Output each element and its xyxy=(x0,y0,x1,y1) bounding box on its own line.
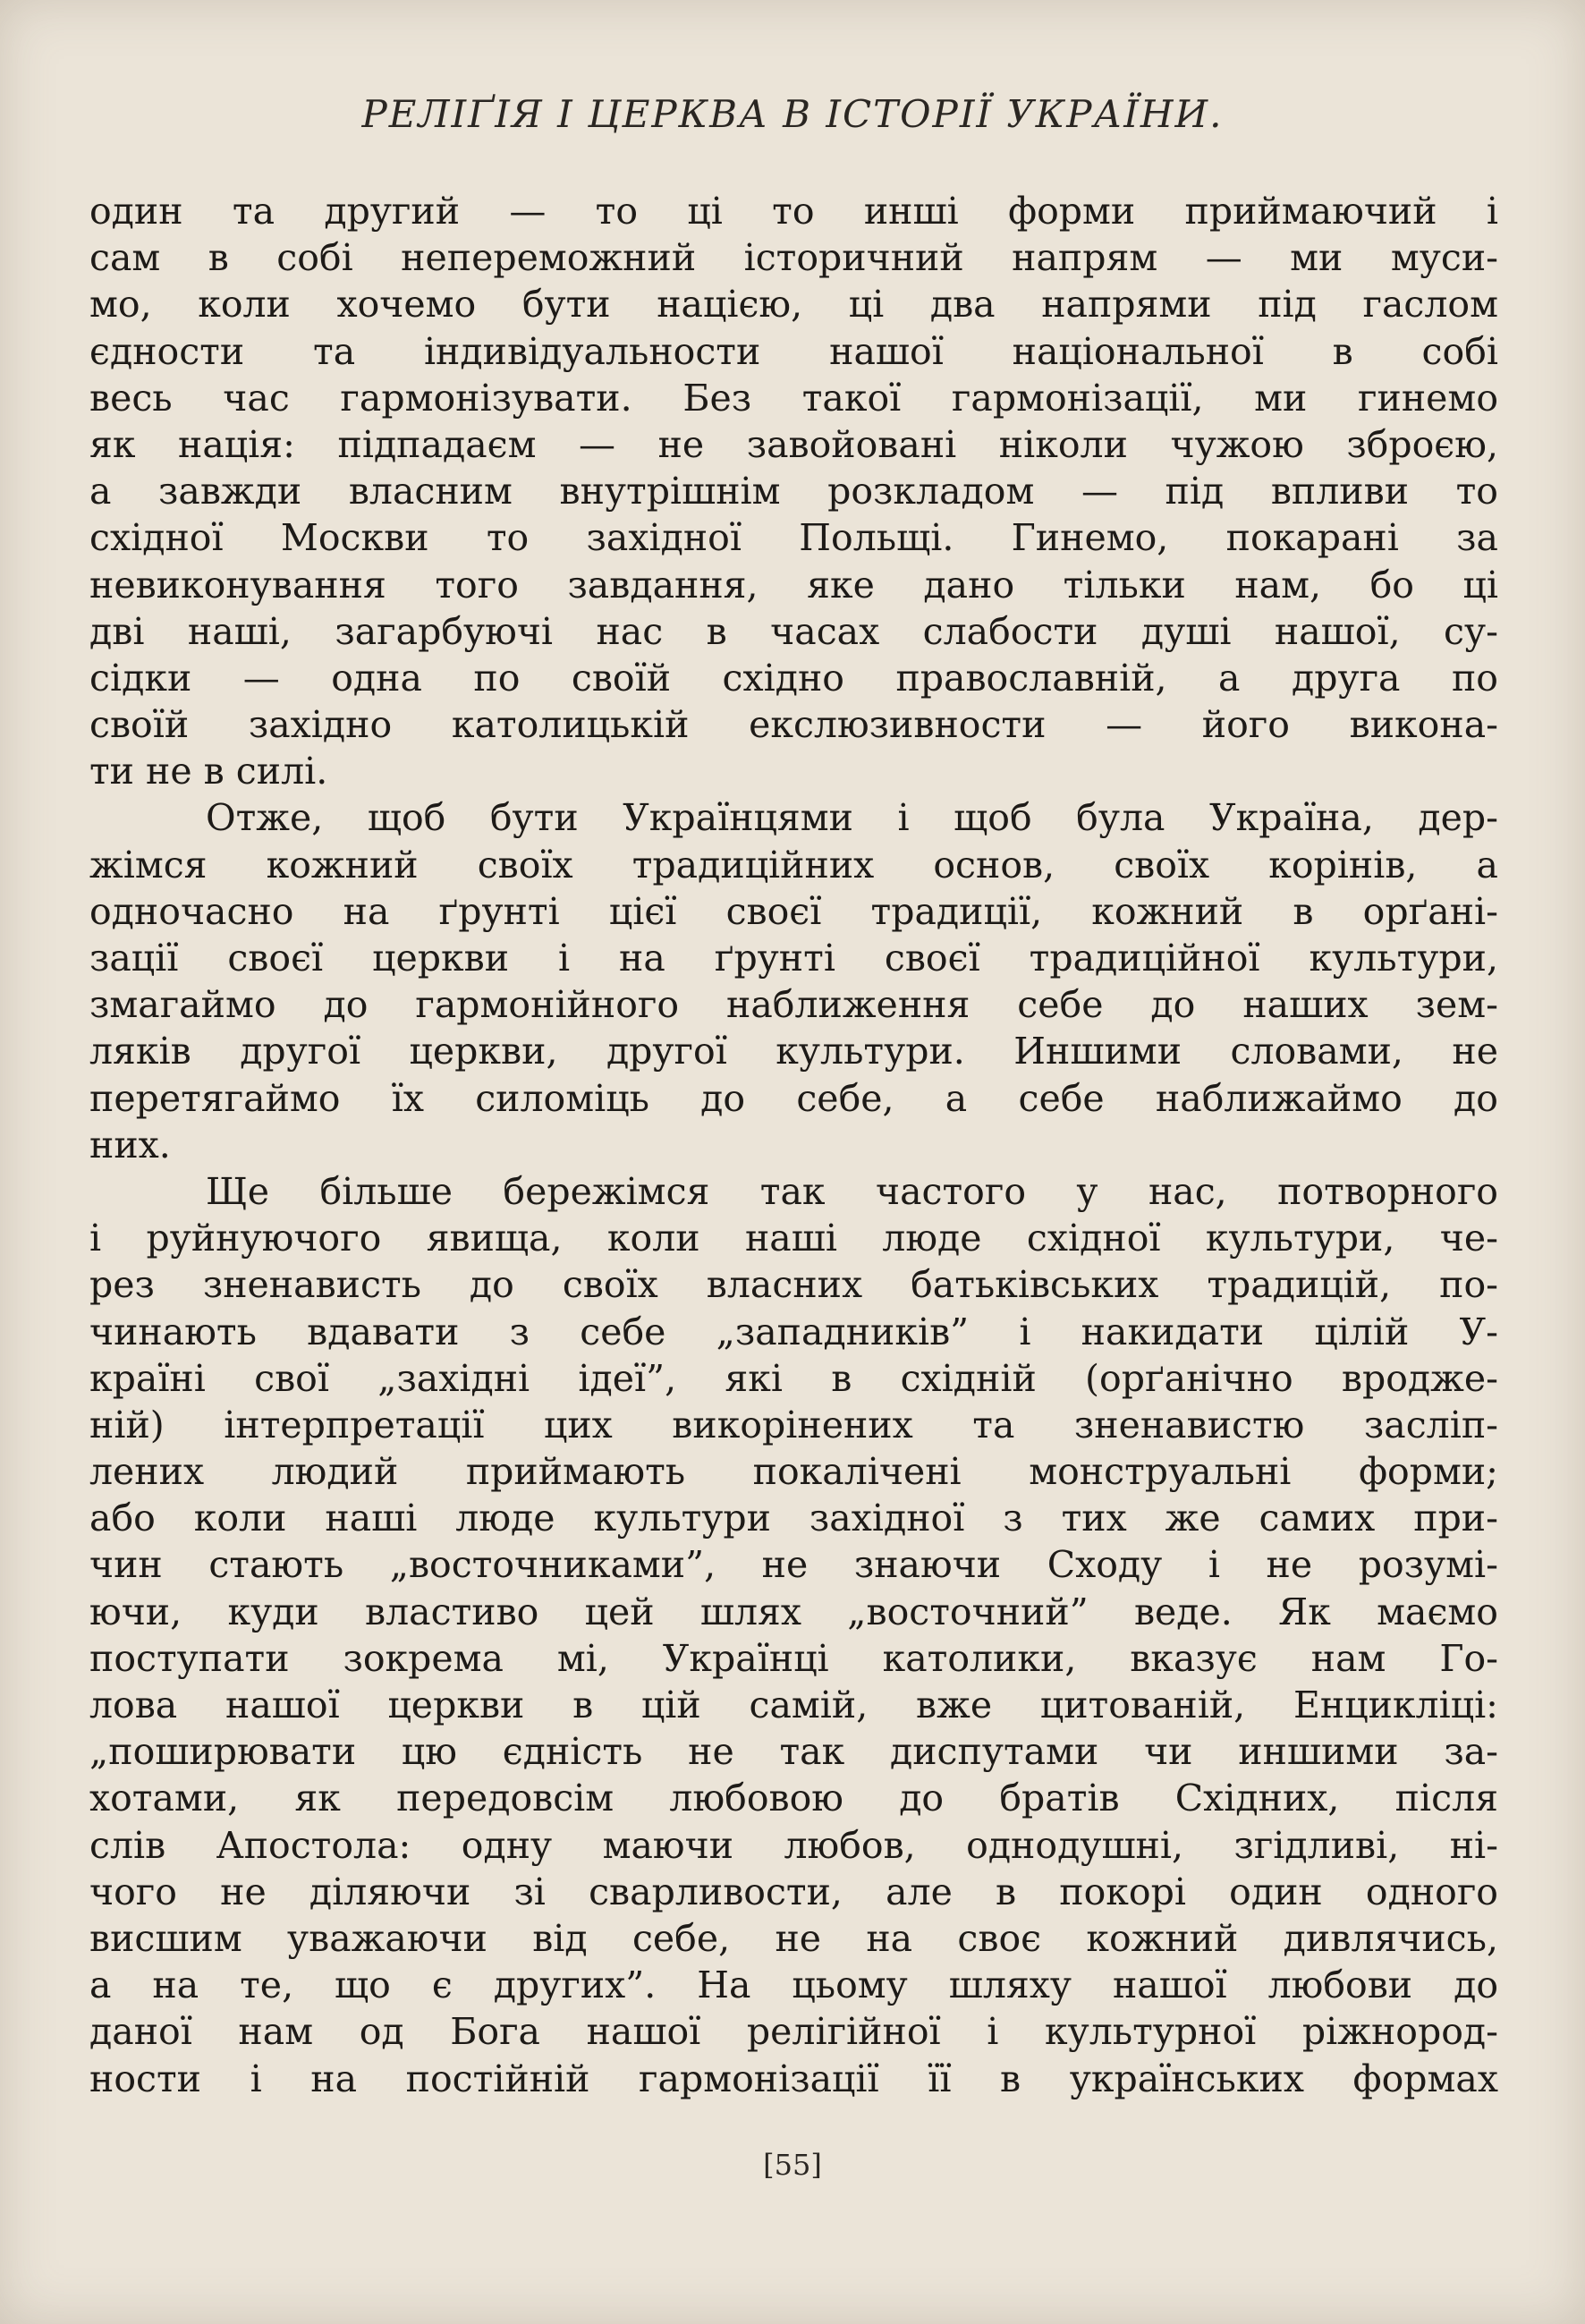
text-line: поступати зокрема мі, Українці католики, вказує нам Го- xyxy=(89,1636,1498,1680)
text-line: а на те, що є других”. На цьому шляху нашої любови до xyxy=(89,1964,1498,2007)
body-text xyxy=(89,188,1498,2102)
text-line: лова нашої церкви в цій самій, вже цитованій, Енцикліці: xyxy=(89,1684,1498,1726)
text-line: або коли наші люде культури західної з тих же самих при- xyxy=(89,1497,1498,1540)
text-line: і руйнуючого явища, коли наші люде східної культури, че- xyxy=(89,1217,1498,1260)
text-line: висшим уважаючи від себе, не на своє кожний дивлячись, xyxy=(89,1916,1498,1960)
page-number: [55] xyxy=(763,2148,822,2182)
text-line: даної нам од Бога нашої релігійної і культурної ріжнород- xyxy=(89,2010,1498,2054)
text-line: один та другий — то ці то инші форми приймаючий і xyxy=(89,190,1498,233)
text-line: невиконування того завдання, яке дано тільки нам, бо ці xyxy=(89,563,1498,606)
text-line: Ще більше бережімся так частого у нас, потворного xyxy=(206,1169,1498,1213)
text-line: сідки — одна по своїй східно православній, а друга по xyxy=(89,656,1498,700)
text-line: мо, коли хочемо бути нацією, ці два напрями під гаслом xyxy=(89,283,1498,327)
text-line: лених людий приймають покалічені монструальні форми; xyxy=(89,1450,1498,1494)
text-line: ючи, куди властиво цей шлях „восточний” веде. Як маємо xyxy=(89,1590,1498,1633)
text-line: одночасно на ґрунті цієї своєї традиції, кожний в орґані- xyxy=(89,889,1498,933)
running-head: РЕЛІҐІЯ І ЦЕРКВА В ІСТОРІЇ УКРАЇНИ. xyxy=(361,92,1224,136)
text-line: рез зненависть до своїх власних батьківських традицій, по- xyxy=(89,1263,1498,1307)
text-line: „поширювати цю єдність не так диспутами чи иншими за- xyxy=(89,1730,1498,1774)
text-line: ности і на постійній гармонізації її в українських формах xyxy=(89,2057,1498,2100)
text-line: жімся кожний своїх традиційних основ, своїх корінів, а xyxy=(89,843,1498,886)
text-line: єдности та індивідуальности нашої національної в собі xyxy=(89,329,1498,373)
text-line: чого не діляючи зі сварливости, але в покорі один одного xyxy=(89,1870,1498,1913)
text-line: перетягаймо їх силоміць до себе, а себе наближаймо до xyxy=(89,1076,1498,1120)
text-line: сам в собі непереможний історичний напрям — ми муси- xyxy=(89,236,1498,280)
text-line: своїй західно католицькій екслюзивности — його викона- xyxy=(89,703,1498,747)
text-line: Отже, щоб бути Українцями і щоб була Україна, дер- xyxy=(206,796,1498,840)
text-line: а завжди власним внутрішнім розкладом — під впливи то xyxy=(89,470,1498,513)
text-line: зації своєї церкви і на ґрунті своєї традиційної культури, xyxy=(89,937,1498,980)
text-line: східної Москви то західної Польщі. Гинемо, покарані за xyxy=(89,516,1498,560)
text-line: країні свої „західні ідеї”, які в східній (орґанічно вродже- xyxy=(89,1356,1498,1400)
text-line: ній) інтерпретації цих викорінених та зненавистю засліп- xyxy=(89,1403,1498,1446)
text-line: слів Апостола: одну маючи любов, однодушні, згідливі, ні- xyxy=(89,1823,1498,1867)
text-line: ти не в силі. xyxy=(89,750,328,793)
text-line: чинають вдавати з себе „западників” і накидати цілій У- xyxy=(89,1310,1498,1353)
text-line: змагаймо до гармонійного наближення себе до наших зем- xyxy=(89,983,1498,1027)
text-line: чин стають „восточниками”, не знаючи Сходу і не розумі- xyxy=(89,1543,1498,1587)
text-line: них. xyxy=(89,1123,171,1166)
text-line: ляків другої церкви, другої культури. Иншими словами, не xyxy=(89,1030,1498,1073)
text-line: хотами, як передовсім любовою до братів Східних, після xyxy=(89,1777,1498,1820)
text-line: дві наші, загарбуючі нас в часах слабости душі нашої, су- xyxy=(89,609,1498,653)
text-line: як нація: підпадаєм — не завойовані ніколи чужою зброєю, xyxy=(89,422,1498,466)
text-line: весь час гармонізувати. Без такої гармонізації, ми гинемо xyxy=(89,376,1498,420)
